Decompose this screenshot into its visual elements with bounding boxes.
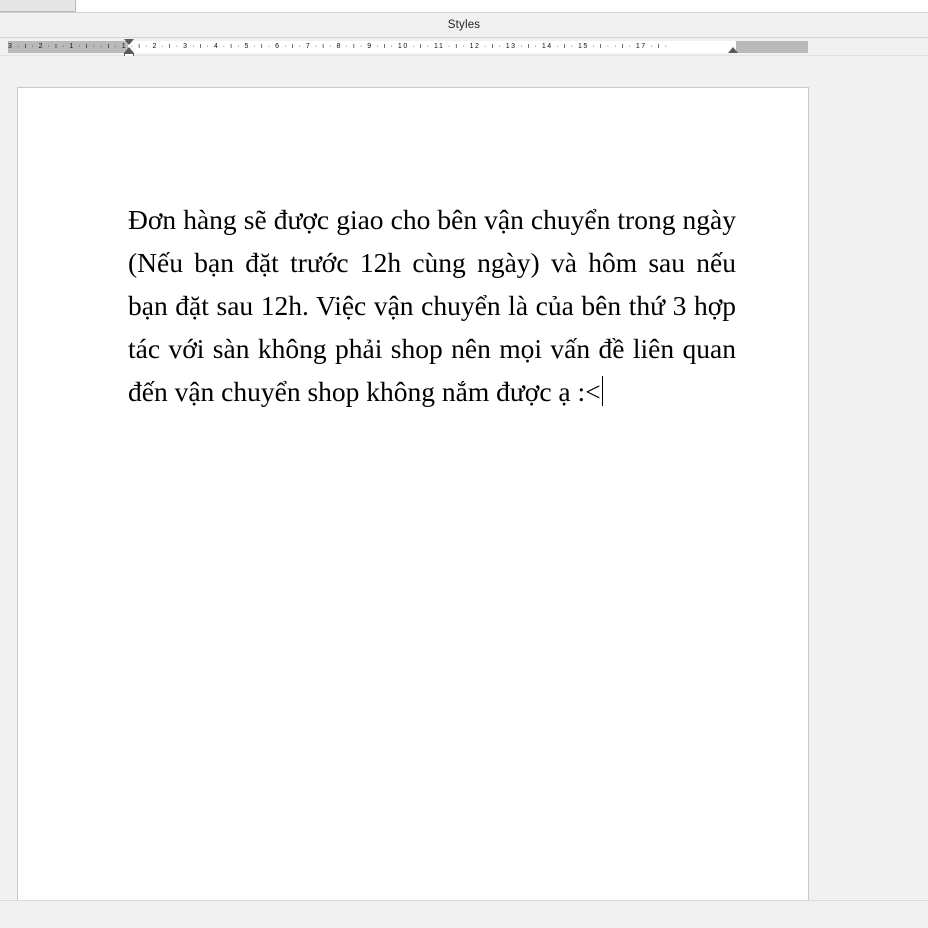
right-indent-marker[interactable]: [728, 47, 738, 53]
title-bar: [0, 13, 928, 38]
horizontal-ruler[interactable]: [0, 38, 928, 56]
ruler-tick-labels: 3 · ı · 2 · ı · 1 · ı · · ı · 1 · ı · 2 · ı · 3 · ı · 4 · ı · 5 · ı · 6 · ı · 7 · ı · 8 · ı · 9 · ı · 10 · ı · 11 · ı · 12 · ı · 13 · ı · 14 · ı · 15 · ı · · ı · 17 · ı ·: [8, 43, 669, 50]
text-caret: [602, 376, 603, 406]
paragraph-content: Đơn hàng sẽ được giao cho bên vận chuyển trong ngày (Nếu bạn đặt trước 12h cùng ngày) và hôm sau nếu bạn đặt sau 12h. Việc vận chuyển là của bên thứ 3 hợp tác với sàn không phải shop nên mọi vấn đề liên quan đến vận chuyển shop không nắm được ạ :<: [128, 204, 736, 407]
paragraph-text[interactable]: [128, 198, 736, 413]
document-page[interactable]: [17, 87, 809, 900]
page-body[interactable]: [128, 198, 736, 413]
top-strip: [0, 0, 928, 13]
status-bar: [0, 900, 928, 928]
document-scroll-area[interactable]: [0, 56, 928, 900]
page-title: Styles: [447, 19, 481, 31]
window-tab-handle[interactable]: [0, 0, 76, 12]
first-line-indent-marker[interactable]: [124, 39, 134, 45]
